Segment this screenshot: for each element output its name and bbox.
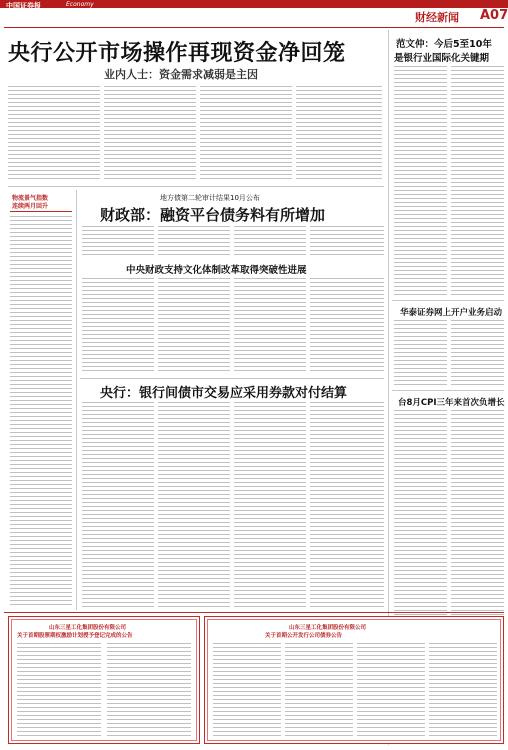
main-article-col-3 — [200, 86, 292, 182]
ad-left-title: 山东三星工化集团股份有限公司 — [49, 625, 127, 631]
ad-left-col-2 — [107, 643, 191, 739]
cpi-col-2 — [451, 410, 504, 620]
main-article-col-2 — [104, 86, 196, 182]
pboc-col-4 — [310, 402, 384, 608]
right-top-col-2 — [451, 66, 504, 296]
main-article-col-4 — [296, 86, 382, 182]
right-top-headline: 范文仲：今后5至10年 — [396, 39, 492, 50]
huatai-col-1 — [394, 320, 447, 386]
right-top-col-1 — [394, 66, 447, 296]
huatai-col-2 — [451, 320, 504, 386]
masthead-rule — [4, 27, 504, 28]
culture-col-3 — [234, 278, 306, 374]
main-headline: 央行公开市场操作再现资金净回笼 — [8, 41, 346, 66]
mof-headline: 财政部：融资平台债务料有所增加 — [100, 206, 326, 224]
ad-right-col-1 — [213, 643, 281, 739]
ad-left-subtitle: 关于首期股票期权激励计划授予登记完成的公告 — [17, 633, 133, 639]
ad-left — [8, 616, 200, 744]
left-side-divider — [76, 190, 77, 610]
ad-right-col-2 — [285, 643, 353, 739]
main-subhead: 业内人士：资金需求减弱是主因 — [104, 68, 258, 81]
left-side-headline: 物流景气指数 — [12, 195, 49, 202]
culture-col-1 — [82, 278, 154, 374]
cpi-col-1 — [394, 410, 447, 620]
left-side-headline-line2: 连续两月回升 — [12, 203, 49, 210]
ad-right-title: 山东三星工化集团股份有限公司 — [289, 625, 367, 631]
ad-right-subtitle: 关于首期公开发行公司债券公告 — [265, 633, 343, 639]
ad-right — [204, 616, 504, 744]
mof-col-1 — [82, 226, 154, 256]
page-section-title: 财经新闻 — [415, 11, 459, 24]
ads-top-rule — [4, 612, 504, 613]
huatai-headline: 华泰证券网上开户业务启动 — [400, 308, 503, 318]
mof-col-3 — [234, 226, 306, 256]
culture-col-2 — [158, 278, 230, 374]
masthead-section: Economy — [66, 1, 94, 8]
masthead-logo: 中国证券报 — [6, 1, 41, 10]
culture-bottom-rule — [80, 378, 384, 379]
ad-right-col-4 — [429, 643, 497, 739]
main-article-bottom-rule — [8, 186, 384, 187]
page-number: A07 — [480, 8, 508, 23]
pboc-col-1 — [82, 402, 154, 608]
right-divider-1 — [392, 300, 504, 301]
culture-col-4 — [310, 278, 384, 374]
right-divider-2 — [392, 390, 504, 391]
right-top-headline-line2: 是银行业国际化关键期 — [394, 53, 490, 64]
main-article-col-1 — [8, 86, 100, 182]
mof-kicker: 地方债第二轮审计结果10月公布 — [160, 194, 260, 202]
left-side-col — [10, 216, 72, 608]
mof-col-2 — [158, 226, 230, 256]
ad-left-col-1 — [17, 643, 101, 739]
pboc-col-2 — [158, 402, 230, 608]
ad-right-col-3 — [357, 643, 425, 739]
culture-headline: 中央财政支持文化体制改革取得突破性进展 — [126, 265, 307, 276]
left-side-rule — [10, 211, 72, 212]
pboc-headline: 央行：银行间债市交易应采用券款对付结算 — [100, 386, 348, 401]
pboc-col-3 — [234, 402, 306, 608]
mof-col-4 — [310, 226, 384, 256]
cpi-headline: 台8月CPI三年来首次负增长 — [398, 398, 505, 408]
